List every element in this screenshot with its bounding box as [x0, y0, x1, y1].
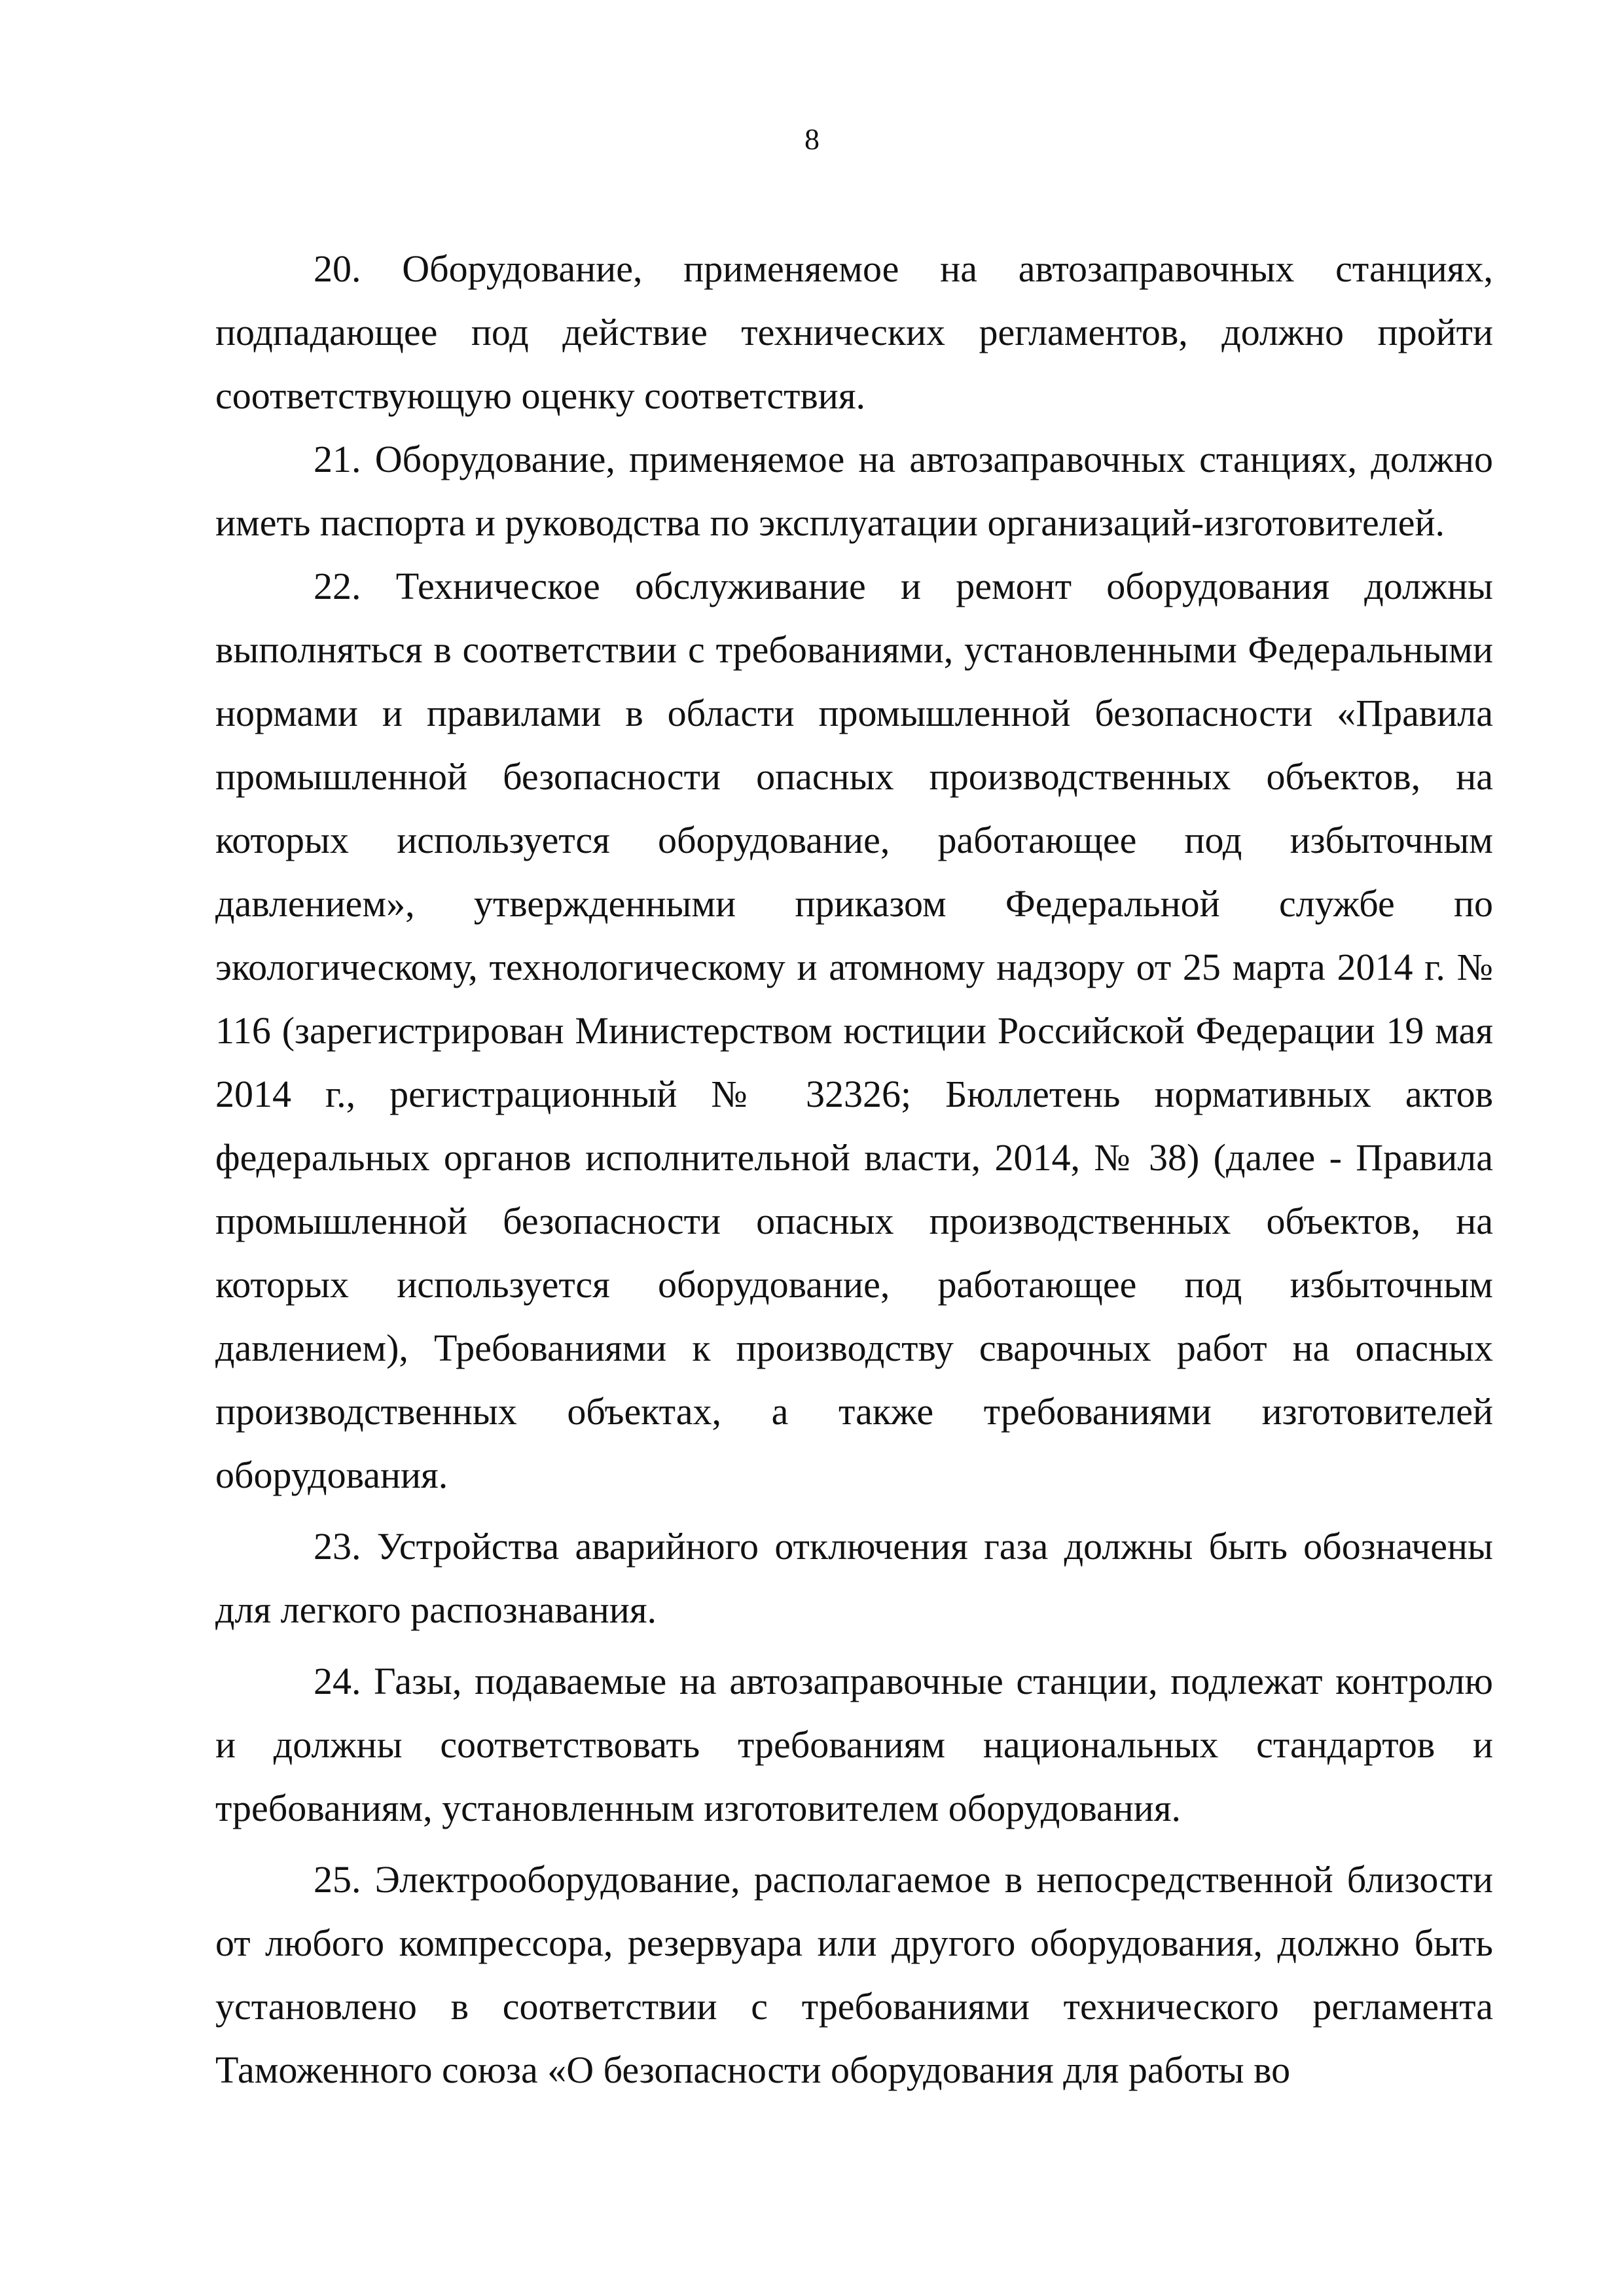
page-number: 8: [804, 122, 820, 156]
paragraph-21: 21. Оборудование, применяемое на автозаправочных станциях, должно иметь паспорта и руководства по эксплуатации организаций-изготовителей.: [215, 438, 1493, 544]
paragraph-25: 25. Электрооборудование, располагаемое в непосредственной близости от любого компрессора, резервуара или другого оборудования, должно быть установлено в соответствии с требованиями технического регламента Таможенного союза «О безопасности оборудования для работы во: [215, 1858, 1493, 2091]
document-body: [215, 237, 1493, 2102]
paragraph-20: 20. Оборудование, применяемое на автозаправочных станциях, подпадающее под действие технических регламентов, должно пройти соответствующую оценку соответствия.: [215, 247, 1493, 417]
paragraph-23: 23. Устройства аварийного отключения газа должны быть обозначены для легкого распознавания.: [215, 1525, 1493, 1631]
paragraph-22: 22. Техническое обслуживание и ремонт оборудования должны выполняться в соответствии с требованиями, установленными Федеральными нормами и правилами в области промышленной безопасности «Правила промышленной безопасности опасных производственных объектов, на которых используется оборудование, работающее под избыточным давлением», утвержденными приказом Федеральной службе по экологическому, технологическому и атомному надзору от 25 марта 2014 г. № 116 (зарегистрирован Министерством юстиции Российской Федерации 19 мая 2014 г., регистрационный № 32326; Бюллетень нормативных актов федеральных органов исполнительной власти, 2014, № 38) (далее - Правила промышленной безопасности опасных производственных объектов, на которых используется оборудование, работающее под избыточным давлением), Требованиями к производству сварочных работ на опасных производственных объектах, а также требованиями изготовителей оборудования.: [215, 565, 1493, 1496]
paragraph-24: 24. Газы, подаваемые на автозаправочные станции, подлежат контролю и должны соответствовать требованиям национальных стандартов и требованиям, установленным изготовителем оборудования.: [215, 1660, 1493, 1829]
